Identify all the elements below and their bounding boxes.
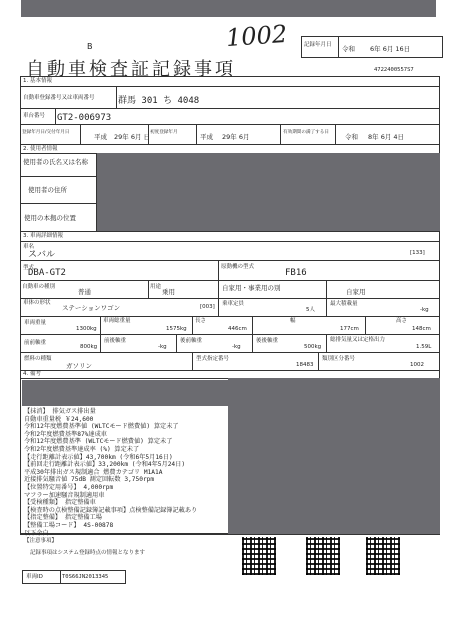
fuel-label: 燃料の種類 (24, 356, 52, 362)
length-value: 446cm (228, 326, 247, 332)
note-line: 令和12年度燃費基準 (WLTCモード燃費値) 算定未了 (24, 438, 173, 446)
chassis-value: GT2-006973 (57, 113, 112, 123)
qr-code-2 (306, 537, 340, 575)
vehicle-id-label: 車両ID (26, 574, 43, 580)
body-value: ステーションワゴン (62, 304, 121, 312)
engine-value: FB16 (285, 268, 307, 278)
rf-axle-label: 後前軸重 (180, 338, 203, 344)
base-location-label: 使用の本拠の位置 (24, 214, 76, 222)
max-load-value: -kg (420, 307, 429, 313)
note-line: 【前回走行距離計表示値】33,200km (令和4年5月24日) (24, 461, 186, 469)
section4-title: 4. 備考 (23, 371, 41, 377)
note-line: 【抹消】 排気ガス排出量 (24, 408, 96, 415)
use-label: 用途 (150, 284, 162, 290)
expiry-era: 令和 (345, 133, 358, 141)
type-designation-value: 18483 (296, 362, 314, 368)
category-label: 自動車の種別 (22, 284, 56, 290)
note-line: 自動車重量税 ￥24,600 (24, 415, 94, 423)
category-class-label: 類別区分番号 (322, 356, 356, 362)
note-line: マフラー加速騒音規制適用車 (24, 491, 105, 499)
capacity-label: 乗車定員 (222, 301, 245, 307)
ff-axle-label: 前前軸重 (24, 340, 47, 346)
small-letter-mark: B (87, 42, 93, 51)
record-date-label: 記録年月日 (304, 42, 332, 48)
width-label: 幅 (290, 318, 296, 324)
first-year-value: 29年 6月 (222, 133, 250, 141)
note-line: 【指定整備】 指定整備工場 (24, 514, 102, 522)
rr-axle-value: 500kg (304, 344, 322, 350)
first-reg-label: 登録年月日/交付年月日 (22, 130, 70, 135)
user-name-label: 使用者の氏名又は名称 (23, 158, 88, 166)
displacement-label: 総排気量又は定格出力 (330, 337, 386, 343)
fr-axle-label: 前後軸重 (104, 338, 127, 344)
rf-axle-value: -kg (232, 344, 241, 350)
business-value: 自家用 (346, 288, 366, 296)
first-year-era: 平成 (200, 133, 213, 141)
note-line: 【整備工場コード】 4S-00878 (24, 521, 114, 529)
first-reg-era: 平成 (94, 133, 107, 141)
fuel-value: ガソリン (66, 362, 92, 370)
name-code: [133] (410, 250, 425, 256)
gross-value: 1575kg (166, 326, 187, 332)
width-value: 177cm (340, 326, 359, 332)
notes-list (24, 408, 226, 537)
first-reg-value: 29年 6月 日 (114, 133, 151, 141)
redacted-top-banner (21, 0, 436, 17)
weight-label: 車両重量 (24, 320, 47, 326)
note-line: 令和2年度燃費基準達成率 (%) 算定未了 (24, 445, 140, 453)
section2-title: 2. 使用者情報 (23, 146, 58, 152)
qr-code-3 (366, 537, 400, 575)
name-value: スバル (28, 250, 56, 260)
business-label: 自家用・事業用の別 (222, 284, 281, 292)
ff-axle-value: 800kg (80, 344, 98, 350)
fr-axle-value: -kg (158, 344, 167, 350)
section1-title: 1. 基本情報 (23, 78, 52, 84)
notice-text: 記録事項はシステム登録時点の情報となります (30, 550, 145, 556)
qr-code-1 (242, 537, 276, 575)
category-class-value: 1002 (410, 362, 424, 368)
redacted-notes-area (228, 378, 440, 534)
reg-number-value: 群馬 301 ち 4048 (118, 96, 200, 106)
length-label: 長さ (195, 318, 207, 324)
body-code: [003] (200, 304, 215, 310)
max-load-label: 最大積載量 (330, 301, 358, 307)
displacement-value: 1.59L (416, 344, 432, 350)
note-line: 【受検種類】 指定整備車 (24, 499, 96, 507)
capacity-value: 5人 (306, 307, 315, 313)
name-label: 車名 (23, 244, 35, 250)
engine-label: 原動機の型式 (221, 264, 255, 270)
first-year-label: 初度登録年月 (150, 130, 178, 135)
record-date-era: 令和 (342, 45, 355, 53)
user-address-label: 使用者の住所 (28, 186, 67, 194)
weight-value: 1300kg (76, 326, 97, 332)
model-value: DBA-GT2 (28, 268, 66, 278)
height-label: 高さ (396, 318, 408, 324)
note-line: 令和2年度燃費基準87%達成車 (24, 430, 107, 438)
height-value: 148cm (412, 326, 431, 332)
redacted-user-info (96, 153, 440, 231)
section3-title: 3. 車両詳細情報 (23, 233, 63, 239)
doc-title: 自動車検査証記録事項 (26, 59, 236, 80)
chassis-label: 車台番号 (23, 113, 46, 119)
document-number: 4722400557S7 (374, 67, 414, 73)
expiry-value: 8年 6月 4日 (368, 133, 405, 141)
record-date-value: 6年 6月 16日 (370, 45, 411, 53)
expiry-label: 有効期間の満了する日 (283, 130, 329, 135)
model-label: 型式 (23, 265, 35, 271)
reg-number-label: 自動車登録番号又は車両番号 (23, 95, 95, 101)
note-line: 【検査時の点検整備記録簿記載事項】点検整備記録簿記載あり (24, 506, 198, 514)
note-line: 【位置特定用番号】 4,000rpm (24, 483, 114, 491)
note-line: 近接排気騒音値 75dB 測定回転数 3,750rpm (24, 476, 155, 484)
body-label: 車体の形状 (23, 300, 51, 306)
note-line: 令和12年度燃費基準値 (WLTCモード燃費値) 算定未了 (24, 423, 179, 431)
rr-axle-label: 後後軸重 (256, 338, 279, 344)
vehicle-id-value: T0S66JN2013345 (62, 574, 109, 580)
gross-label: 車両総重量 (103, 318, 131, 324)
use-value: 乗用 (162, 288, 175, 296)
type-designation-label: 型式指定番号 (196, 356, 230, 362)
notice-title: 【注意事項】 (24, 538, 58, 544)
redacted-notes-top (22, 380, 228, 406)
handwritten-number: 1002 (225, 19, 288, 53)
note-line: 【走行距離計表示値】43,700km (令和6年5月16日) (24, 453, 173, 461)
note-line: 以下余白 (24, 529, 49, 537)
category-value: 普通 (78, 288, 91, 296)
note-line: 平成30年排出ガス規制適合 燃費カテゴリ M1A1A (24, 468, 163, 476)
